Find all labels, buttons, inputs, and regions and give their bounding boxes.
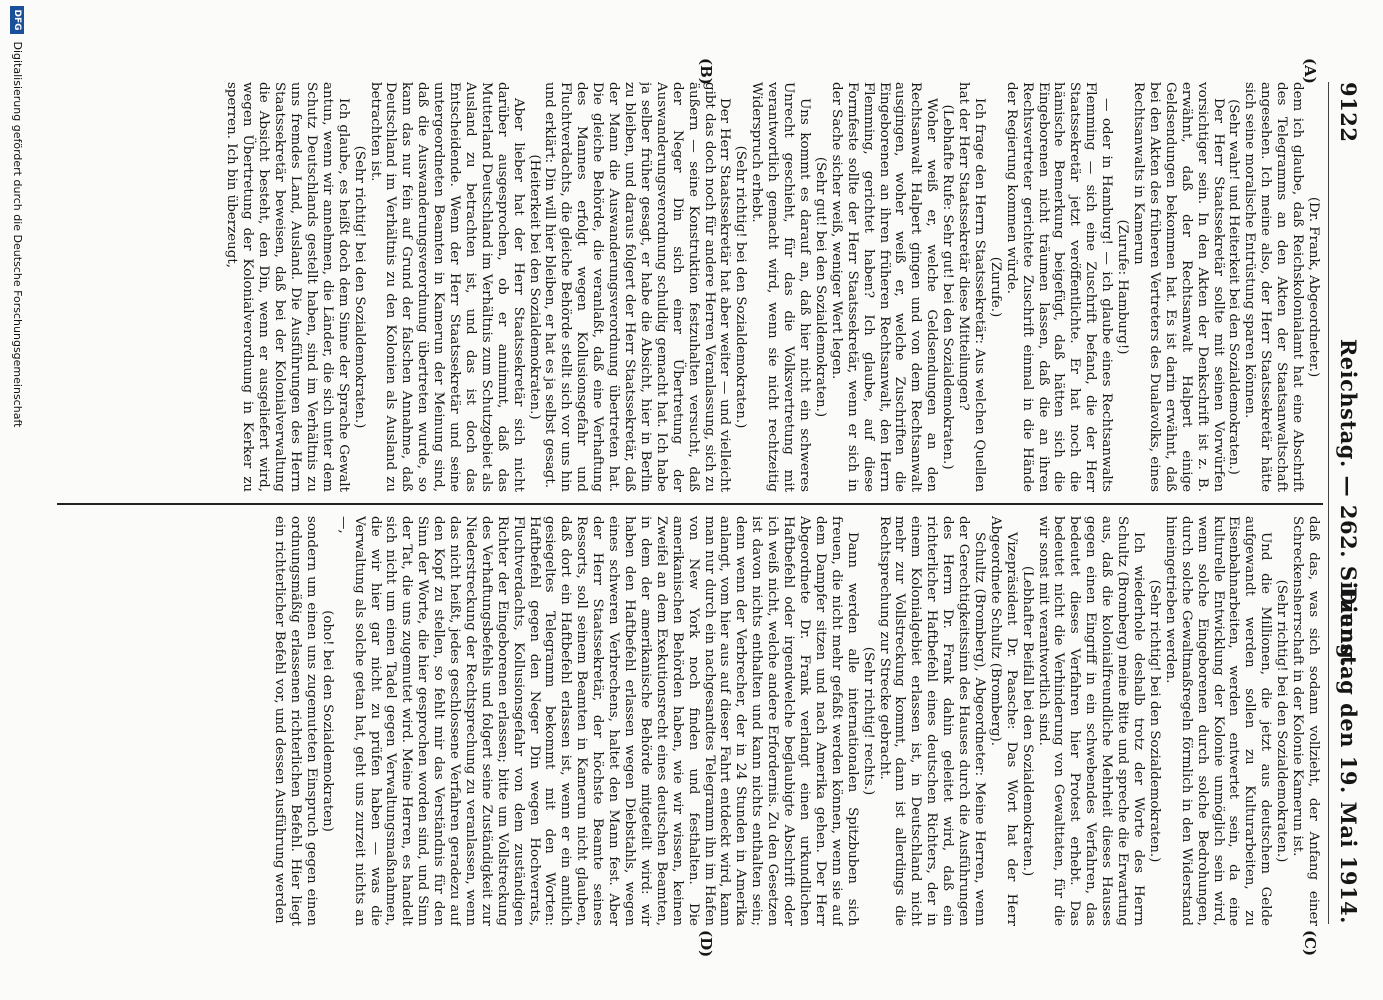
digitization-credit bbox=[6, 6, 24, 994]
paragraph: Schultz (Bromberg), Abgeordneter: Meine Herren, wenn der Gerechtigkeitssinn des Hauses durch die Ausführungen des Herrn Dr. Frank dahin geleitet wird, daß ein richterlicher Haftbefehl eines deutschen Richters, der in einem Kolonialgebiet erlassen ist, in Deutschland nicht mehr zur Vollstreckung kommt, dann ist allerdings die Rechtsprechung zur Strecke gebracht. bbox=[876, 516, 987, 926]
margin-mark-d: (D) bbox=[697, 930, 715, 958]
interjection: (Sehr richtig! bei den Sozialdemokraten.) bbox=[351, 145, 367, 429]
margin-mark-c: (C) bbox=[1301, 930, 1319, 957]
interjection: (Lebhafter Beifall bei den Sozialdemokraten.) bbox=[1019, 565, 1035, 877]
page-header bbox=[1328, 82, 1369, 924]
paragraph: Ich wiederhole deshalb trotz der Worte des Herrn Schultz (Bromberg) meine Bitte und spreche die Erwartung aus, daß die kolonialfreundliche Mehrheit dieses Hauses gegen einen Eingriff in ein schwebendes Verfahren, das bedeutet dieses Verfahren hier Protest erhebt. Das bedeutet nicht die Verhinderung von Gewalttaten, für die wir sonst mit verantwortlich sind. bbox=[1035, 516, 1147, 926]
paragraph: Vizepräsident Dr. Paasche: Das Wort hat der Herr Abgeordnete Schultz (Bromberg). bbox=[987, 516, 1019, 926]
interjection: (Heiterkeit bei den Sozialdemokraten.) bbox=[526, 154, 542, 420]
interjection: (Sehr gut! bei den Sozialdemokraten.) bbox=[812, 156, 828, 418]
interjection: (Sehr richtig! rechts.) bbox=[860, 646, 876, 796]
paragraph: Aber lieber hat der Herr Staatssekretär sich nicht darüber ausgesprochen, ob er annimmt, daß das Mutterland Deutschland im Verhältnis zum Schutzgebiet als Ausland zu betrachten ist, und das ist doch das Entscheidende. Wenn der Herr Staatssekretär und seine untergeordneten Beamten in Kamerun der Meinung sind, daß die Auswanderungsverordnung übertreten wurde, so kann das nur fein auf Grund der falschen Annahme, daß Deutschland im Verhältnis zu den Kolonien als Ausland zu betrachten ist. bbox=[367, 82, 526, 492]
interjection: (Sehr wahr! und Heiterkeit bei den Sozialdemokraten.) bbox=[1226, 99, 1242, 475]
page-number: 9122 bbox=[1336, 82, 1361, 143]
interjection: (Zurufe: Hamburg!) bbox=[1115, 219, 1131, 355]
paragraph: Ich glaube, es heißt doch dem Sinne der Sprache Gewalt antun, wenn wir annehmen, die Länder, die sich unter dem Schutz Deutschlands gestellt haben, sind im Verhältnis zu uns fremdes Land, Ausland. Die Ausführungen des Herrn Staatssekretär beweisen, daß bei der Kolonialverwaltung die Absicht besteht, den Din, wenn er ausgeliefert wird, wegen Übertretung der Kolonialverordnung in Kerker zu sperren. Ich bin überzeugt, bbox=[224, 82, 351, 492]
paragraph: Der Herr Staatssekretär hat aber weiter — und vielleicht gibt das doch noch für andere Herren Veranlassung, sich zu äußern — seine Konstruktion festzuhalten versucht, daß der Neger Din sich einer Übertretung der Auswanderungsverordnung schuldig gemacht hat. Ich habe ja selber früher gesagt, er habe die Absicht, hier in Berlin zu bleiben, und daraus folgert der Herr Staatssekretär, daß der Mann die Auswanderungsverordnung übertreten hat. Die gleiche Behörde, die veranlaßt, daß eine Verhaftung des Mannes erfolgt wegen Kollusionsgefahr und Fluchtverdachts, die gleiche Behörde stellt sich vor uns hin und erklärt: Din will hier bleiben, er hat es ja selbst gesagt. bbox=[542, 82, 733, 492]
interjection: (Dr. Frank, Abgeordneter.) bbox=[1306, 196, 1321, 378]
session-title: Reichstag. — 262. Sitzung. bbox=[1336, 338, 1361, 668]
left-text-column bbox=[61, 82, 1321, 492]
digitization-credit-text: Digitalisierung gefördert durch die Deutsche Forschungsgemeinschaft bbox=[11, 41, 24, 428]
paragraph: Dann werden alle internationalen Spitzbuben sich freuen, die nicht mehr gefaßt werden können, wenn sie auf dem Dampfer sitzen und nach Amerika gehen. Der Herr Abgeordnete Dr. Frank verlangt einen urkundlichen Haftbefehl oder irgendwelche beglaubigte Abschrift oder ich weiß nicht, welche andere Erfordernis. Zu den Gesetzen ist davon nichts enthalten und kann nichts enthalten sein; denn wenn der Verbrecher, der in 24 Stunden in Amerika anlangt, vom hier aus auf dieser Fahrt entdeckt wird, kann man nur durch ein nachgesandtes Telegramm ihn im Hafen von New York noch finden und festhalten. Die amerikanischen Behörden haben, wie wir wissen, keinen Zweifel an dem Exekutionsrecht eines deutschen Beamten, in dem der amerikanische Behörde mitgeteilt wird: wir haben den Haftbefehl erlassen wegen Diebstahls, wegen eines schweren Verbrechens, haltet den Mann fest. Aber der Herr Staatssekretär, der höchste Beamte seines Ressorts, soll seinem Beamten in Kamerun nicht glauben, daß dort ein Haftbefehl erlassen ist, wenn er ein amtlich gesiegeltes Telegramm bekommt mit den Worten: Haftbefehl gegen den Neger Din wegen Hochverrats, Fluchtverdachts, Kollusionsgefahr von dem zuständigen Richter der Eingeborenen erlassen; bitte um Vollstreckung des Verhaftungsbefehls und folgert seine Zuständigkeit zur Niederstreckung der Rechtsprechung zu veranlassen, wenn das nicht heißt, jedes geschlossene Verfahren geradezu auf den Kopf zu stellen, so fehlt mir das Verständnis für den Sinn der Worte, die hier gesprochen worden sind, und Sinn der Tat, die uns zugemutet wird. Meine Herren, es handelt sich nicht um einen Tadel gegen Verwaltungsmaßnahmen, die wir hier gar nicht zu prüfen haben — was die Verwaltung als solche getan hat, geht uns zurzeit nichts an —, bbox=[335, 516, 860, 926]
interjection: (Sehr richtig! bei den Sozialdemokraten.) bbox=[1146, 579, 1162, 863]
margin-mark-b: (B) bbox=[697, 58, 715, 85]
right-text-column bbox=[61, 516, 1321, 926]
paragraph: — oder in Hamburg! — ich glaube eines Rechtsanwalts Flemming — sich eine Zuschrift befand, die der Herr Staatssekretär jetzt veröffentlichte. Er hat noch die hämische Bemerkung beigefügt, daß hätten sich die Eingeborenen nicht träumen lassen, daß die an ihren Rechtsvertreter gerichtete Zuschrift einmal in die Hände der Regierung kommen würde. bbox=[1003, 82, 1115, 492]
interjection: (Sehr richtig! bei den Sozialdemokraten.) bbox=[733, 145, 749, 429]
paragraph: Ich frage den Herrn Staatssekretär: Aus welchen Quellen hat der Herr Staatssekretär diese Mitteilungen? bbox=[956, 82, 987, 492]
interjection: (oho! bei den Sozialdemokraten) bbox=[319, 610, 335, 832]
paragraph: Woher weiß er, welche Geldsendungen an den Rechtsanwalt Halpert gingen und von dem Rechtsanwalt ausgingen, woher weiß er, welche Zuschriften die Eingeborenen an ihren früheren Rechtsanwalt, den Herrn Flemming, gerichtet haben? Ich glaube, auf diese Formfeste sollte der Herr Staatssekretär, wenn er sich in der Sache sicher weiß, weniger Wert legen. bbox=[828, 82, 940, 492]
interjection: (Sehr richtig! bei den Sozialdemokraten.) bbox=[1274, 579, 1290, 863]
paragraph: dem ich glaube, daß Reichskolonialamt hat eine Abschrift des Telegramms an den Akten der Staatsanwaltschaft angesehen. Ich meine also, der Herr Staatssekretär hätte sich seine moralische Entrüstung sparen können. bbox=[1242, 82, 1306, 492]
paragraph: daß das, was sich sodann vollzieht, der Anfang einer Schreckensherrschaft in der Kolonie Kamerun ist. bbox=[1290, 516, 1321, 926]
paragraph: Und die Millionen, die jetzt aus deutschem Gelde aufgewandt werden sollen zu Kulturarbeiten, zu Eisenbahnarbeiten, werden entwertet sein, da eine kulturelle Entwicklung der Kolonie unmöglich sein wird, wenn solche Eingeborenen durch solche Bedrohungen, durch solche Gewaltmaßregeln förmlich in den Widerstand hineingetrieben werden. bbox=[1162, 516, 1274, 926]
margin-mark-a: (A) bbox=[1301, 58, 1319, 84]
paragraph: Uns kommt es darauf an, daß hier nicht ein schweres Unrecht geschieht, für das die Volksvertretung mit verantwortlich gemacht wird, wenn sie nicht rechtzeitig Widerspruch erhebt. bbox=[749, 82, 812, 492]
interjection: (Lebhafte Rufe: Sehr gut! bei den Sozialdemokraten.) bbox=[940, 104, 956, 470]
paragraph: Der Herr Staatssekretär sollte mit seinen Vorwürfen vorsichtiger sein. In den Akten der Denkschrift ist z. B. erwähnt, daß der Rechtsanwalt Halpert einige Geldsendungen bekommen hat. Es ist darin erwähnt, daß bei den Akten des früheren Vertreters des Dualavolks, eines Rechtsanwalts in Kamerun bbox=[1131, 82, 1226, 492]
column-divider bbox=[57, 503, 1323, 505]
interjection: (Zurufe.) bbox=[987, 256, 1003, 318]
dfg-logo: DFG bbox=[10, 6, 24, 34]
paragraph: sondern um einen uns zugemuteten Einspruch gegen einen ordnungsmäßig erlassenen richterlichen Befehl. Hier liegt ein richterlicher Befehl vor, und dessen Ausführung werden bbox=[272, 516, 319, 926]
session-date: Dienstag den 19. Mai 1914. bbox=[1336, 586, 1361, 924]
